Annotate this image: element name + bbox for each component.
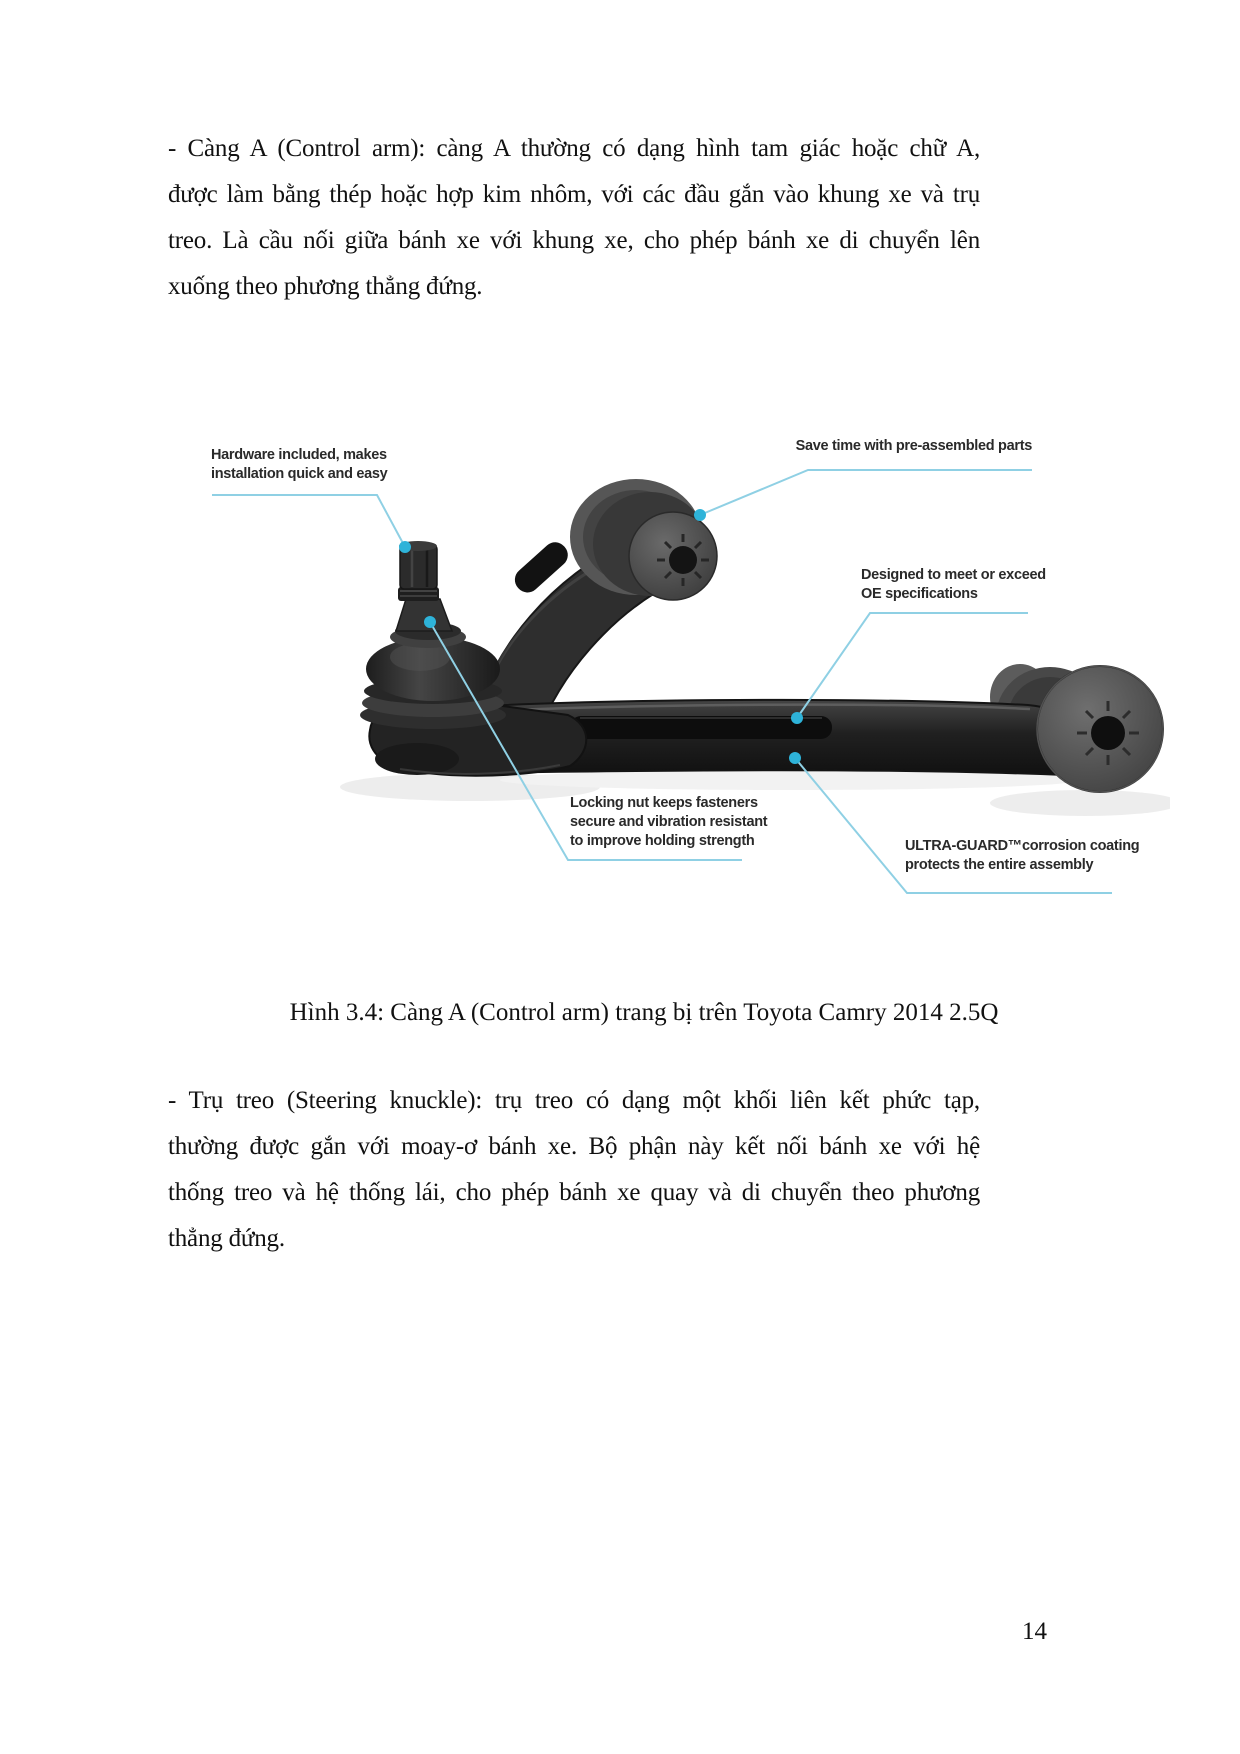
paragraph-line: treo. Là cầu nối giữa bánh xe với khung xe, cho phép bánh xe di chuyển lên bbox=[168, 227, 980, 254]
paragraph-line: được làm bằng thép hoặc hợp kim nhôm, với các đầu gắn vào khung xe và trụ bbox=[168, 181, 980, 208]
leader-hardware bbox=[212, 495, 405, 547]
leader-save-time bbox=[700, 470, 1032, 515]
paragraph-line: xuống theo phương thẳng đứng. bbox=[168, 273, 483, 300]
paragraph-line: - Trụ treo (Steering knuckle): trụ treo có dạng một khối liên kết phức tạp, bbox=[168, 1087, 980, 1114]
callout-text-line: protects the entire assembly bbox=[905, 857, 1094, 873]
paragraph-line: thẳng đứng. bbox=[168, 1225, 285, 1252]
figure-control-arm bbox=[0, 380, 1240, 910]
dot-save-time bbox=[694, 509, 706, 521]
callout-save-time bbox=[758, 437, 1032, 456]
callout-text-line: installation quick and easy bbox=[211, 466, 388, 482]
figure-caption: Hình 3.4: Càng A (Control arm) trang bị trên Toyota Camry 2014 2.5Q bbox=[289, 999, 999, 1026]
callout-designed bbox=[861, 566, 1046, 604]
callout-text-line: to improve holding strength bbox=[570, 833, 755, 849]
callout-text-line: Locking nut keeps fasteners bbox=[570, 795, 758, 811]
callout-text-line: secure and vibration resistant bbox=[570, 814, 768, 830]
dot-ultraguard bbox=[789, 752, 801, 764]
callout-text-line: Save time with pre-assembled parts bbox=[795, 438, 1032, 454]
callout-text-line: ULTRA-GUARD™corrosion coating bbox=[905, 838, 1140, 854]
paragraph-steering-knuckle bbox=[168, 1078, 980, 1262]
page-number: 14 bbox=[1022, 1618, 1047, 1645]
paragraph-line: - Càng A (Control arm): càng A thường có dạng hình tam giác hoặc chữ A, bbox=[168, 135, 980, 162]
rear-bushing-front bbox=[1037, 666, 1163, 792]
paragraph-line: thường được gắn với moay-ơ bánh xe. Bộ phận này kết nối bánh xe với hệ bbox=[168, 1133, 980, 1160]
dot-hardware bbox=[399, 541, 411, 553]
stud-taper bbox=[396, 599, 452, 631]
callout-ultra-guard bbox=[905, 837, 1139, 875]
paragraph-control-arm bbox=[168, 126, 980, 310]
dot-designed bbox=[791, 712, 803, 724]
callout-text-line: Designed to meet or exceed bbox=[861, 567, 1046, 583]
dot-locking bbox=[424, 616, 436, 628]
paragraph-line: thống treo và hệ thống lái, cho phép bánh xe quay và di chuyển theo phương bbox=[168, 1179, 980, 1206]
callout-text-line: Hardware included, makes bbox=[211, 447, 387, 463]
callout-locking-nut bbox=[570, 794, 767, 851]
callout-hardware bbox=[211, 446, 387, 484]
callout-text-line: OE specifications bbox=[861, 586, 978, 602]
